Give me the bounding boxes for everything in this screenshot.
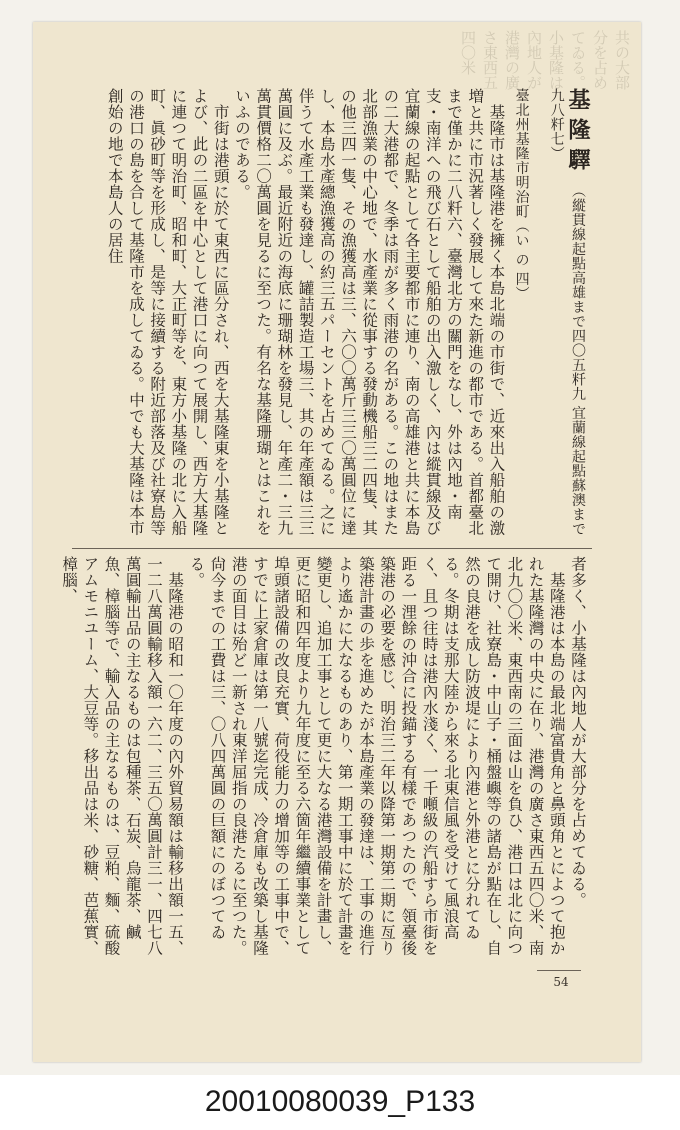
page-number: 54 (553, 975, 569, 989)
paragraph: 基隆市は基隆港を擁く本島北端の市街で、近來出入船舶の激増と共に市況著しく發展して來た新進の都市である。首都臺北まで僅かに二八粁六、臺灣北方の關門をなし、外は內地・南支・南洋への飛び石として船舶の出入激しく、內は縱貫線及び宜蘭線の起點として各主要都市に連り、南の高雄港と共に本島の二大港都で、冬季は雨が多く雨港の名がある。この地はまた北部漁業の中心地で、水產業に從事する發動機船三二四隻、其の他三四一隻、その漁獲高は三、六〇〇萬斤三三〇萬圓位に達し、本島水產總漁獲高の約三五パーセントを占めてゐる。之に伴うて水產工業も發達し、罐詰製造工場三、其の年產額は三三萬圓に及ぶ。最近附近の海底に珊瑚林を發見し、年產二・三九萬貫價格二〇萬圓を見るに至つた。有名な基隆珊瑚とはこれをいふのである。 (232, 88, 506, 536)
paragraph: 基隆港は本島の最北端富貴角と鼻頭角とによつて抱かれた基隆灣の中央に在り、港灣の廣さ東西五四〇米、南北九〇〇米、東西南の三面は山を負ひ、港口は北に向つて開け、社寮島・中山子・桶盤嶼等の諸島が點在し、自然の良港を成し防波堤により內港と外港とに分れてゐる。冬期は支那大陸から來る北東信風を受けて風浪高く、且つ往時は港內水淺く、一千噸級の汽船すら市街を距る一浬餘の沖合に投錨する有樣であつたので、領臺後築港の必要を感じ、明治三二年以降第一期第二期に亙り築港計畫の歩を進めたが本島產業の發達は、工事の進行より遙かに大なるものあり、第一期工事中に於て計畫を變更し、追加工事として更に大なる港灣設備を計畫し、更に昭和四年度より九年度に至る六箇年繼續事業として埠頭諸設備の改良充實、荷役能力の增加等の工事中で、すでに上家倉庫は第一八號迄完成、冷倉庫も改築し基隆港の面目は殆ど一新され東洋屈指の良港たるに至つた。尙今までの工費は三、〇八四萬圓の巨額にのぼつてゐる。 (187, 556, 566, 956)
station-line-info: （縱貫線起點高雄まで四〇五粁九 宜蘭線起點蘇澳まで 九八粁七） (548, 88, 586, 537)
paragraph: 者多く、小基隆は內地人が大部分を占めてゐる。 (569, 556, 587, 908)
lower-text-block (60, 556, 588, 971)
bleed-through-text: 共の大部分を占めてゐる。小基隆は內地人が 港灣の廣さ東西五四〇米 (459, 30, 631, 90)
section-divider (72, 548, 592, 549)
image-caption: 20010080039_P133 (204, 1085, 476, 1118)
page-number-rule (537, 970, 581, 971)
station-title: 基隆驛 (565, 88, 591, 178)
station-address: 臺北州基隆市明治町（い の 四） (513, 88, 530, 301)
upper-text-block (68, 88, 591, 538)
paragraph: 市街は港頭に於て東西に區分され、西を大基隆東を小基隆とよび、此の二區を中心として港口に向つて展開し、西方大基隆に連つて明治町、昭和町、大正町等を、東方小基隆の北に入船町、眞砂町等を形成し、是等に接續する附近部落及び社寮島等の港口の島を合して基隆市を成してゐる。中でも大基隆は本市創始の地で本島人の居住 (105, 88, 230, 536)
paragraph: 基隆港の昭和一〇年度の內外貿易額は輸移出額一五、一二八萬圓輸移入額一六二、三五〇萬圓計三一、四七八萬圓輸出品の主なるものは包種茶、石炭、烏龍茶、鹹魚、樟腦等で、輸入品の主なるものは、豆粕、麵、硫酸アムモニユーム、大豆等。移出品は米、砂糖、芭蕉實、樟腦、 (60, 556, 185, 956)
